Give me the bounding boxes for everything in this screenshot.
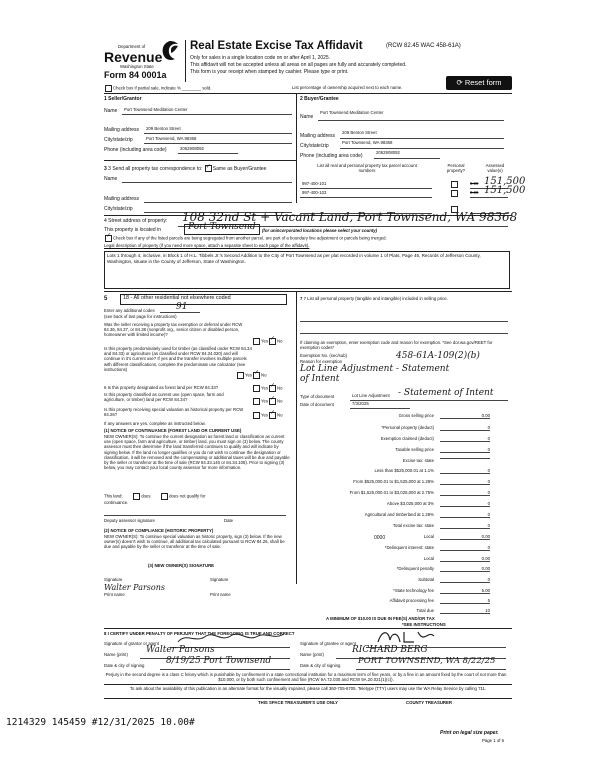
tax-row-label: Gross selling price [398,413,434,418]
tax-row [300,577,490,584]
assessed-value-field[interactable]: 151,500 [484,185,526,196]
seller-heading: 1 Seller/Grantor [104,96,142,102]
certify-statement: 8 I CERTIFY UNDER PENALTY OF PERJURY THAT THE FOREGOING IS TRUE AND CORRECT [104,631,295,636]
tax-row-value[interactable]: 0 [440,479,490,485]
partial-sale-checkbox[interactable] [105,85,112,92]
correspondence-mailing-field[interactable] [144,196,292,203]
street-address-label: 4 Street address of property: [104,218,168,224]
tax-row-label: From $525,000.01 to $1,525,000 at 1.28% [353,479,434,484]
tax-row [300,447,490,454]
tax-row [300,468,490,475]
tax-row-value[interactable]: 0 [440,490,490,496]
tax-row [300,413,490,420]
tax-row [300,534,490,541]
tax-row [300,479,490,486]
tax-row [300,566,490,573]
tax-row-value[interactable]: 10 [440,608,490,614]
seller-name-field[interactable]: Port Townsend Meditation Center [124,107,188,112]
exemption-number-field[interactable]: 458-61A-109(2)(b) [396,351,480,361]
land-qualify-row: This land: does does not qualify for [104,493,206,499]
minimum-due-notice: A MINIMUM OF $10.00 IS DUE IN FEE(S) AND/OR TAX [326,616,435,621]
segregated-checkbox[interactable] [105,235,112,242]
assessed-value-printed: 0.00 [470,181,479,186]
tax-row-value[interactable]: 0 [440,425,490,431]
exemption-reason-field[interactable]: Lot Line Adjustment - Statement of Intent [300,364,450,384]
tax-row-value[interactable]: 5.00 [440,588,490,594]
tax-row [300,556,490,563]
page-number: Page 1 of 6 [482,738,504,743]
tax-row-label: Subtotal [418,577,434,582]
perjury-notice: Perjury in the second degree is a class C felony which is punishable by confinement in a state correctional institution for a maximum term of five years, or by a fine in an amount fixed by the court of not more than $10,000, or by both such confinement and fine (RCW 9A.72.030 and RCW 9A.20.021(1)(c)). [105,672,507,683]
current-use-question: Is this property classified as current use (open space, farm and agriculture, or timber) land per RCW 84.34? [104,392,224,403]
buyer-phone-field[interactable]: 2062908092 [376,150,400,155]
tax-row [300,425,490,432]
tax-row [300,608,490,615]
tax-row-label: Local [423,534,434,539]
tax-row [300,523,490,530]
refresh-icon: ⟳ [456,78,463,87]
tax-row-value[interactable]: 0 [440,512,490,518]
tax-row-label: Exemption claimed (deduct) [380,436,434,441]
buyer-city-field[interactable]: Port Townsend, WA 98368 [342,140,393,145]
tax-row-value[interactable]: 0.00 [440,413,490,419]
new-owner-print-name[interactable]: Walter Parsons [104,583,165,592]
grantee-date-field[interactable]: PORT TOWNSEND, WA 8/22/25 [358,656,496,666]
treasurer-use-label: THIS SPACE TREASURER'S USE ONLY [258,700,339,705]
tax-row-label: Total due [416,608,434,613]
document-date-field[interactable]: 7/3/2025 [352,401,369,406]
county-treasurer-label: COUNTY TREASURER [406,700,452,705]
document-type-field[interactable]: Lot Line Adjustment [352,393,390,398]
tax-row-value[interactable]: 0 [440,447,490,453]
tax-row-label: Local [423,556,434,561]
tax-row-label: Excise tax: state [402,458,434,463]
personal-property-checkbox[interactable] [451,190,458,197]
header-sub3: This form is your receipt when stamped by cashier. Please type or print. [190,69,349,75]
tax-row-value[interactable]: 0 [440,436,490,442]
header-sub1: Only for sales in a single location code on or after April 1, 2025. [190,55,331,61]
partial-sale-row: Check box if partial sale, indicate % ________ sold. [104,85,211,92]
segregation-row: ✓Check box if any of the listed parcels are being segregated from another parcel, are part of a boundary line adjustment or parcels being merged. [104,235,387,242]
seller-city-field[interactable]: Port Townsend, WA 98368 [146,136,197,141]
tax-row-label: *Delinquent penalty [396,566,434,571]
tax-row-value[interactable]: 5 [440,598,490,604]
form-number: Form 84 0001a [104,70,167,80]
tax-row [300,458,490,465]
street-address-field[interactable]: 108 32nd St + Vacant Land, Port Townsend, WA 98368 [182,210,518,224]
timber-answer: Yes✓ No [236,372,267,379]
parcel-number-field[interactable]: 997-400-103 [302,190,327,195]
forest-question: 6 Is this property designated as forest land per RCW 84.33? [104,385,219,390]
tax-row-label: Affidavit processing fee [389,598,434,603]
buyer-heading: 2 Buyer/Grantee [300,96,339,102]
exemption-answer: Yes✓ No [252,338,283,345]
tax-row-value[interactable] [440,458,490,459]
buyer-mailing-field[interactable]: 209 Benton Street [342,130,377,135]
assessed-value-printed: 0.00 [470,190,479,195]
tax-row-label: Less than $525,000.01 at 1.1% [374,468,434,473]
reset-form-button[interactable]: ⟳ Reset form [446,76,512,90]
tax-row [300,598,490,605]
cashier-stamp: 1214329 145459 #12/31/2025 10.00# [6,717,195,728]
tax-row-value[interactable]: 0 [440,501,490,507]
parcels-header: List all real and personal property tax parcel account numbers [317,163,417,174]
tax-row-value[interactable]: 0.00 [440,556,490,562]
grantor-date-field[interactable]: 8/19/25 Port Townsend [166,656,272,666]
grantor-name-field[interactable]: Walter Parsons [146,645,215,655]
seller-mailing-field[interactable]: 209 Benton Street [146,126,181,131]
tax-row-value[interactable]: 0 [440,545,490,551]
tax-row-label: From $1,525,000.01 to $3,025,000 at 2.75% [349,490,434,495]
tax-row [300,545,490,552]
tax-row [300,588,490,595]
tax-row-value[interactable]: 0 [440,468,490,474]
continuance-notice: NEW OWNER(S): To continue the current designation as forest land or classification as current use (open space, farm and agriculture, or timber) land, you must sign on (3) below. The county assessor must then determine if the land transferred continues to qualify and will indicate by signing below. If the land no longer qualifies or you do not wish to continue the designation or classification, it will be removed and the compensating or additional taxes will be due and payable by the seller or transferor at the time of sale (RCW 84.33.140 or 84.34.108). Prior to signing (3) below, you may contact your local county assessor for more information. [104,434,290,471]
additional-codes-field[interactable]: 91 [176,302,188,312]
parcel-number-field[interactable]: 997-400-101 [302,181,327,186]
tax-row [300,512,490,519]
assessed-value-field[interactable]: 151,500 [484,176,526,187]
form-statute: (RCW 82.45 WAC 458-61A) [386,43,461,49]
timber-question: Is this property predominately used for timber (as classified under RCW 84.34 and 84.33) or agriculture (as classified under RCW 84.34.020) and will continue in it's current use? If yes and the transfer involves multiple parcels with different classifications, complete the predominate use calculator (see instructions) [104,346,252,372]
tax-row-label: *Personal property (deduct) [381,425,434,430]
grantor-signature-scribble-icon [176,630,286,646]
grantee-name-field[interactable]: RICHARD BERG [352,645,428,655]
personal-property-header: Personal property? [446,163,466,174]
correspondence-row: 3 3 Send all property tax correspondence to: ✓ Same as Buyer/Grantee [104,165,266,172]
tax-row-label: Total excise tax: state [392,523,434,528]
location-select[interactable]: Port Townsend [188,222,256,232]
tax-row [300,501,490,508]
header-sub2: This affidavit will not be accepted unless all areas on all pages are fully and accurately completed. [190,62,407,68]
tax-row-label: *State technology fee [393,588,434,593]
tax-row [300,490,490,497]
correspondence-name-field[interactable] [122,176,292,183]
local-code: 0000 [374,535,386,541]
form-title: Real Estate Excise Tax Affidavit [190,40,363,52]
state-label: Washington State [120,64,154,69]
personal-property-checkbox[interactable] [451,181,458,188]
seller-phone-field[interactable]: 2062908092 [180,146,204,151]
assessed-value-header: Assessed value(s) [485,163,505,174]
dor-logo-icon [160,40,180,62]
accessibility-notice: To ask about the availability of this publication in an alternate format for the visually impaired, please call 360-705-6705. Teletype (TTY) users may use the WA Relay Service by calling 711. [129,686,487,691]
agency-name: Revenue [104,49,163,65]
grantee-signature-scribble-icon [376,628,436,646]
historic-notice: NEW OWNER(S): To continue special valuation as historic property, sign (3) below. If the new owner(s) doesn't wish to continue, all additional tax calculated pursuant to RCW 84.26, shall be due and payable by the seller or transferor at the time of sale. [104,534,285,550]
tax-row-label: Above $3,025,000 at 3% [386,501,434,506]
legal-paper-note: Print on legal size paper. [440,730,499,736]
tax-row [300,436,490,443]
tax-row-value[interactable]: 0 [440,523,490,529]
personal-property-label: 7 7 List all personal property (tangible and intangible) included in selling price. [300,296,448,301]
historic-question: Is this property receiving special valuation as historical property per RCW 84.26? [104,407,244,418]
land-use-code-select[interactable]: 18 - All other residential not elsewhere coded [123,295,231,301]
tax-row-value[interactable]: 0.00 [440,534,490,540]
same-as-buyer-checkbox[interactable] [205,165,212,172]
tax-row-label: Agricultural and timberland at 1.28% [364,512,434,517]
legal-description-field[interactable]: Lots 1 through 4, inclusive, in Block 1 of H.L. Tibbels Jr.'s Second Addition to the City of Port Townsend as per plat recorded in volume 1 of Plats, Page 46, Records of Jefferson County, Washington, situate in the County of Jefferson, State of Washington. [107,253,481,264]
tax-row-label: *Delinquent interest: state [384,545,434,550]
buyer-name-field[interactable]: Port Townsend Meditation Center [320,110,384,115]
ownership-note: List percentage of ownership acquired next to each name. [292,85,403,90]
tax-row-label: Taxable selling price [395,447,434,452]
exemption-question: Was the seller receiving a property tax exemption or deferral under RCW 84.36, 84.37, or 84.38 (nonprofit org., senior citizen or disabled person, homeowner with limited income)? [104,322,243,338]
tax-row-value[interactable]: 0.00 [440,566,490,572]
tax-row-value[interactable]: 0 [440,577,490,583]
dept-label: Department of [118,44,146,49]
